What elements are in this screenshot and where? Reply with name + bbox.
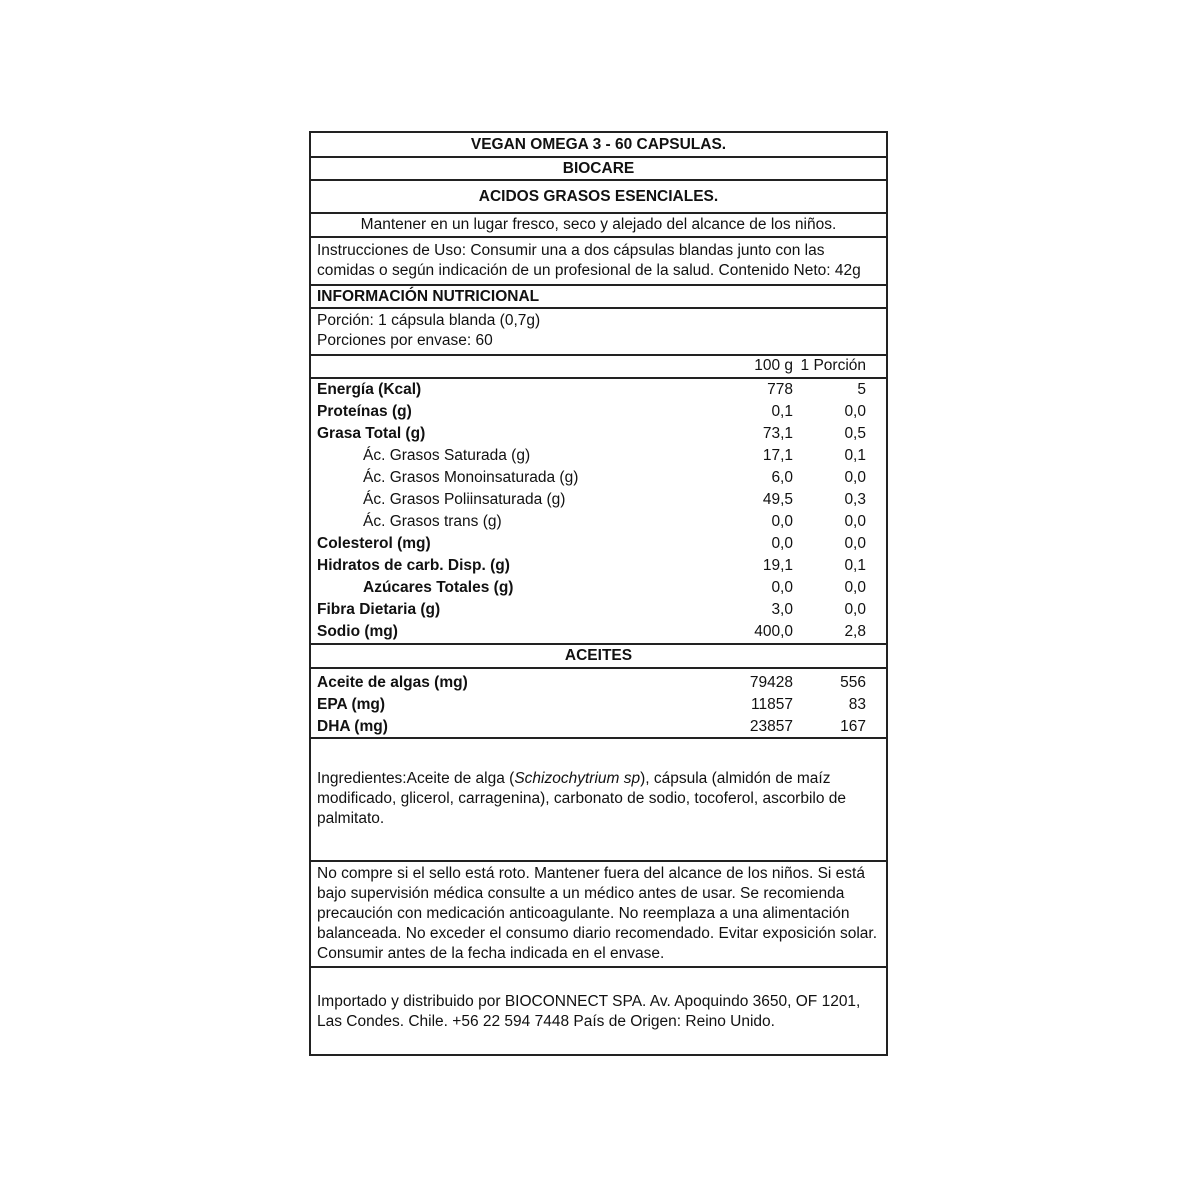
nutrient-per-serving: 0,0 [844, 579, 866, 596]
nutrient-per100: 0,1 [771, 403, 793, 420]
nutrient-per100: 73,1 [762, 425, 793, 442]
nutrient-per-serving: 0,0 [844, 601, 866, 618]
nutrient-per100: 400,0 [754, 623, 793, 640]
nutrient-per100: 19,1 [762, 557, 793, 574]
nutrient-name: Energía (Kcal) [317, 381, 422, 398]
oil-per-serving: 83 [848, 696, 866, 713]
oil-name: DHA (mg) [317, 718, 388, 735]
nutrient-per-serving: 0,0 [844, 535, 866, 552]
nutrient-row [311, 467, 886, 489]
nutrient-name: Proteínas (g) [317, 403, 412, 420]
nutrient-name: Ác. Grasos Poliinsaturada (g) [363, 491, 566, 508]
nutrient-per100: 17,1 [762, 447, 793, 464]
serving-size: Porción: 1 cápsula blanda (0,7g) [317, 312, 541, 329]
column-header [311, 356, 886, 379]
nutrient-row [311, 423, 886, 445]
column-per100: 100 g [754, 357, 793, 374]
oil-per-serving: 556 [840, 674, 866, 691]
nutrient-row [311, 621, 886, 643]
brand-name: BIOCARE [311, 158, 886, 181]
nutrient-per-serving: 0,1 [844, 557, 866, 574]
nutrient-name: Sodio (mg) [317, 623, 398, 640]
oil-name: Aceite de algas (mg) [317, 674, 468, 691]
nutrient-name: Fibra Dietaria (g) [317, 601, 441, 618]
importer-info: Importado y distribuido por BIOCONNECT SPA. Av. Apoquindo 3650, OF 1201, Las Condes. Chile. +56 22 594 7448 País de Origen: Reino Unido. [317, 993, 861, 1030]
nutrient-row [311, 555, 886, 577]
nutrient-row [311, 401, 886, 423]
column-per-serving: 1 Porción [800, 357, 866, 374]
nutrient-per-serving: 0,5 [844, 425, 866, 442]
oils-header: ACEITES [311, 645, 886, 669]
nutrient-per100: 6,0 [771, 469, 793, 486]
ingredients-prefix: Ingredientes:Aceite de alga ( [317, 770, 515, 787]
nutrition-header: INFORMACIÓN NUTRICIONAL [311, 286, 886, 309]
storage-text: Mantener en un lugar fresco, seco y alejado del alcance de los niños. [311, 214, 886, 238]
ingredients-species: Schizochytrium sp [514, 770, 641, 787]
nutrient-per100: 0,0 [771, 579, 793, 596]
oils-table [311, 669, 886, 739]
nutrient-name: Grasa Total (g) [317, 425, 426, 442]
nutrient-name: Ác. Grasos Saturada (g) [363, 447, 531, 464]
nutrient-row [311, 511, 886, 533]
nutrient-table [311, 379, 886, 645]
nutrient-per100: 3,0 [771, 601, 793, 618]
nutrient-per100: 0,0 [771, 513, 793, 530]
nutrient-row [311, 533, 886, 555]
nutrient-per-serving: 0,0 [844, 513, 866, 530]
oil-per100: 11857 [751, 696, 793, 713]
nutrient-per-serving: 5 [857, 381, 866, 398]
ingredients-suffix: ), cápsula (almidón de maíz modificado, glicerol, carragenina), carbonato de sodio, tocoferol, ascorbilo de palmitato. [317, 770, 847, 827]
nutrient-name: Azúcares Totales (g) [363, 579, 514, 596]
nutrient-per-serving: 2,8 [844, 623, 866, 640]
nutrient-per100: 778 [767, 381, 793, 398]
oil-name: EPA (mg) [317, 696, 386, 713]
usage-instructions: Instrucciones de Uso: Consumir una a dos cápsulas blandas junto con las comidas o según indicación de un profesional de la salud. Contenido Neto: 42g [311, 238, 886, 286]
ingredients [311, 739, 886, 862]
warnings: No compre si el sello está roto. Mantener fuera del alcance de los niños. Si está bajo supervisión médica consulte a un médico antes de usar. Se recomienda precaución con medicación anticoagulante. No reemplaza a una alimentación balanceada. No exceder el consumo diario recomendado. Evitar exposición solar. Consumir antes de la fecha indicada en el envase. [311, 862, 886, 968]
oil-row [311, 694, 886, 716]
nutrient-row [311, 577, 886, 599]
product-category: ACIDOS GRASOS ESENCIALES. [311, 181, 886, 214]
nutrient-row [311, 489, 886, 511]
oil-row [311, 672, 886, 694]
oil-row [311, 716, 886, 738]
nutrient-name: Hidratos de carb. Disp. (g) [317, 557, 510, 574]
nutrient-row [311, 445, 886, 467]
nutrient-row [311, 379, 886, 401]
nutrient-per-serving: 0,1 [844, 447, 866, 464]
nutrient-per100: 49,5 [762, 491, 793, 508]
nutrition-label [309, 131, 888, 1056]
nutrient-per-serving: 0,0 [844, 403, 866, 420]
nutrient-name: Ác. Grasos Monoinsaturada (g) [363, 469, 579, 486]
nutrient-name: Ác. Grasos trans (g) [363, 513, 502, 530]
nutrient-row [311, 599, 886, 621]
nutrient-per-serving: 0,0 [844, 469, 866, 486]
oil-per-serving: 167 [840, 718, 866, 735]
oil-per100: 23857 [749, 718, 793, 735]
nutrient-per100: 0,0 [771, 535, 793, 552]
servings-per-container: Porciones por envase: 60 [317, 332, 493, 349]
nutrient-per-serving: 0,3 [844, 491, 866, 508]
product-title: VEGAN OMEGA 3 - 60 CAPSULAS. [311, 133, 886, 158]
oil-per100: 79428 [749, 674, 793, 691]
serving-info [311, 309, 886, 356]
nutrient-name: Colesterol (mg) [317, 535, 431, 552]
